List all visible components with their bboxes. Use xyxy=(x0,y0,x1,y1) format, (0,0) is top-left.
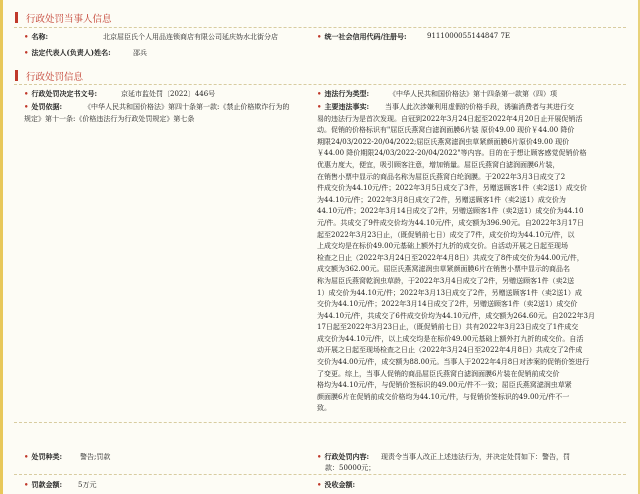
bullet-icon: • xyxy=(317,480,322,489)
content-line: 现责令当事人改正上述违法行为，并决定处罚如下：警告，罚 xyxy=(381,453,570,461)
section-marker xyxy=(15,70,18,81)
fact-line: 检查之日止（2022年3月24日至2022年4月8日）共成交了8件成交价为44.00元/件， xyxy=(317,253,584,262)
party-name: 北京屈臣氏个人用品连锁商店有限公司延庆妫水北街分店 xyxy=(103,33,278,41)
fact-line: 动开展之日起至现场检查之日止（2022年3月24日至2022年4月8日）共成交了2件成 xyxy=(317,346,583,355)
section-divider xyxy=(14,27,626,28)
basis-line: 《中华人民共和国价格法》第四十条第一款:《禁止价格欺诈行为的 xyxy=(84,103,290,111)
fact-line: 称为屈臣氏燕窝乾润虫草龄，于2022年3月4日成交了2件，另赠送顾客1件（卖2送 xyxy=(317,276,575,285)
bullet-icon: • xyxy=(317,452,322,461)
fact-line: 动。促销的价格标识有"屈臣氏燕窝白滤润面膜6片装 原价49.00 现价￥44.00 降价 xyxy=(317,126,575,135)
section-divider xyxy=(14,84,626,85)
fact-line: 为44.10元/件；2022年3月8日成交了2件，另赠送顾客1件（卖2送1）成交价为 xyxy=(317,195,566,204)
bullet-icon: • xyxy=(317,32,322,41)
bullet-icon: • xyxy=(317,89,322,98)
fact-line: 起至2022年3月23日止，（既促销前七日）成交了7件，成交价均为44.10元/件，以 xyxy=(317,230,575,239)
violation-type: 《中华人民共和国价格法》第十四条第一款第（四）项 xyxy=(389,90,557,98)
legal-rep-name: 邵兵 xyxy=(133,49,147,57)
fact-line: 成交额为362.00元。屈臣氏燕窝滤润虫草紧颜面膜6片在销售小票中显示的商品名 xyxy=(317,265,570,274)
name-label: • 名称: xyxy=(24,32,49,41)
basis-line: 规定》第十一条:《价格违法行为行政处罚规定》第七条 xyxy=(24,114,195,123)
bullet-icon: • xyxy=(24,452,29,461)
fine-amount-label: • 罚款金额: xyxy=(24,480,63,489)
fact-line: 期限24/03/2022-20/04/2022;屈臣氏燕窝滤润虫草紧颜面膜6片原价49.00 现价 xyxy=(317,137,570,146)
fine-amount: 5万元 xyxy=(78,481,97,489)
bullet-icon: • xyxy=(24,32,29,41)
fact-line: 44.10元/件；2022年3月14日成交了2件，另赠送顾客1件（卖2送1）成交价为44.10 xyxy=(317,207,584,216)
fact-line: 致。 xyxy=(317,404,331,413)
fact-line: 交价为44.10元/件；2022年3月14日成交了2件，另赠送顾客1件（卖2送1）成交价 xyxy=(317,300,578,309)
party-section-title: 行政处罚当事人信息 xyxy=(26,14,112,25)
penalty-kind-label: • 处罚种类: xyxy=(24,452,63,461)
fact-line: 在销售小票中显示的商品名称为屈臣氏燕窝白纶润膜。于2022年3月3日成交了2 xyxy=(317,172,566,181)
fact-line: 成交价为44.10元/件，以上成交均是在标价49.00元基础上额外打九折的成交价。自活 xyxy=(317,334,584,343)
section-marker xyxy=(15,12,18,23)
fact-line: 元/件。共成交了9件成交价均为44.10元/件，成交额为396.90元。自2022年3月17日 xyxy=(317,218,584,227)
bullet-icon: • xyxy=(317,102,322,111)
credit-code: 9111000055144847 7E xyxy=(427,32,511,40)
credit-code-label: • 统一社会信用代码/注册号: xyxy=(317,32,407,41)
content-line: 款：50000元； xyxy=(325,464,376,472)
bullet-icon: • xyxy=(24,102,29,111)
bullet-icon: • xyxy=(24,89,29,98)
penalty-basis-text xyxy=(24,102,314,125)
fact-line: 了变更。综上，当事人促销的商品屈臣氏燕窝白滤润面膜6片装在促销前成交价 xyxy=(317,369,560,378)
penalty-content-label: • 行政处罚内容: xyxy=(317,452,370,461)
fact-line: 件成交价为44.10元/件；2022年3月5日成交了3件，另赠送顾客1件（卖2送1）成交价 xyxy=(317,184,587,193)
confiscation-label: • 没收金额: xyxy=(317,480,356,489)
fact-line: ￥44.00 降价期限24/03/2022-20/04/2022"等内容。目的在于想让顾客感觉促销价格 xyxy=(317,149,587,158)
section-divider xyxy=(14,474,626,475)
fact-line: 为44.10元/件，共成交了6件成交价均为44.10元/件，成交额为264.60元。自2022年3月 xyxy=(317,311,596,320)
fact-line: 优惠力度大，便宜，吸引顾客注意，增加销量。屈臣氏燕窝白滤润面膜6片装， xyxy=(317,160,560,169)
fact-line: 格均为44.10元/件，与促销价签标识的49.00元/件不一致；屈臣氏燕窝滤润虫草紧 xyxy=(317,381,572,390)
decision-number-label: • 行政处罚决定书文号: xyxy=(24,89,98,98)
fact-line: 当事人此次涉嫌利用虚假的价格手段，诱骗消费者与其进行交 xyxy=(385,103,574,111)
penalty-content-text xyxy=(381,452,626,464)
bullet-icon: • xyxy=(24,48,29,57)
fact-line: 交价为44.00元/件，成交额为88.00元。当事人于2022年4月8日对涉案的促销价签进行 xyxy=(317,358,590,367)
legal-rep-label: • 法定代表人(负责人)姓名: xyxy=(24,48,111,57)
section-divider xyxy=(14,422,626,423)
violation-type-label: • 违法行为类型: xyxy=(317,89,370,98)
fact-line: 上成交均是在标价49.00元基础上额外打九折的成交价。自活动开展之日起至现场 xyxy=(317,242,569,251)
penalty-section-title: 行政处罚信息 xyxy=(26,72,84,83)
main-facts-text xyxy=(317,102,625,415)
bullet-icon: • xyxy=(24,480,29,489)
left-frame-border xyxy=(0,0,3,494)
penalty-content-text-2 xyxy=(325,463,375,475)
main-facts-label: • 主要违法事实: xyxy=(317,102,370,111)
decision-number: 京延市监处罚〔2022〕446号 xyxy=(121,90,216,98)
fact-line: 颜面膜6片在促销前成交价格均为44.10元/件，与促销价签标识的49.00元/件不一 xyxy=(317,392,570,401)
penalty-basis-label: • 处罚依据: xyxy=(24,102,63,111)
penalty-kind: 警告;罚款 xyxy=(80,453,111,461)
fact-line: 易的违法行为是首次发现。自冠到2022年3月24日起至2022年4月20日止开展促销活 xyxy=(317,114,583,123)
fact-line: 17日起至2022年3月23日止，（既促销前七日）共有2022年3月23日成交了1件成交 xyxy=(317,323,579,332)
fact-line: 1）成交价为44.10元/件；2022年3月13日成交了2件，另赠送顾客1件（卖2送1）成 xyxy=(317,288,582,297)
